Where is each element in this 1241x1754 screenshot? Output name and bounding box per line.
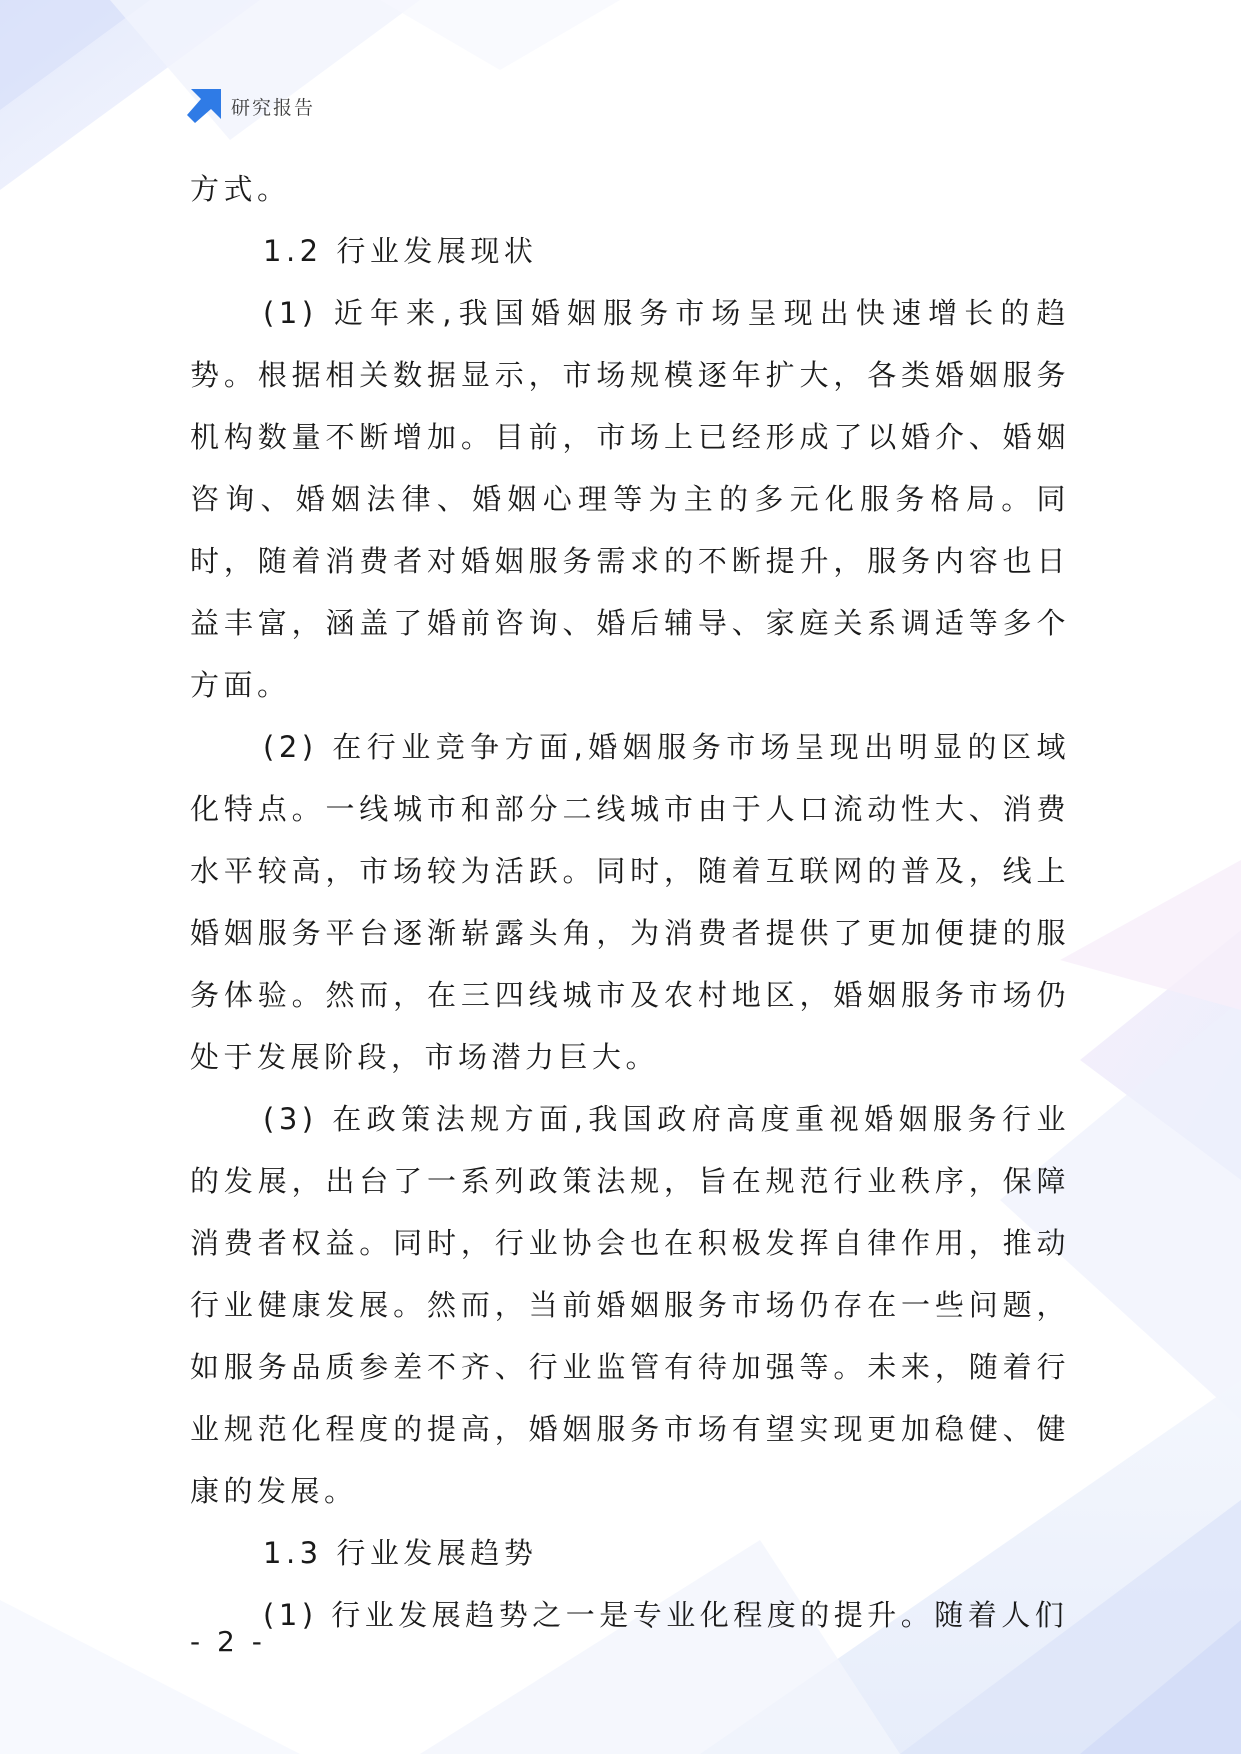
page-header (187, 88, 315, 124)
section-heading-1-2: 1.2 行业发展现状 (263, 234, 538, 268)
paragraph-4: (1) 行业发展趋势之一是专业化程度的提升。随着人们 (263, 1598, 1069, 1632)
section-heading-1-3: 1.3 行业发展趋势 (263, 1536, 538, 1570)
paragraph-2: (2) 在行业竞争方面,婚姻服务市场呈现出明显的区域化特点。一线城市和部分二线城市由于人口流动性大、消费水平较高，市场较为活跃。同时，随着互联网的普及，线上婚姻服务平台逐渐崭露头角，为消费者提供了更加便捷的服务体验。然而，在三四线城市及农村地区，婚姻服务市场仍处于发展阶段，市场潜力巨大。 (190, 730, 1070, 1074)
page-number: - 2 - (190, 1625, 266, 1658)
arrow-up-right-icon (187, 89, 221, 123)
paragraph-1: (1) 近年来,我国婚姻服务市场呈现出快速增长的趋势。根据相关数据显示，市场规模逐年扩大，各类婚姻服务机构数量不断增加。目前，市场上已经形成了以婚介、婚姻咨询、婚姻法律、婚姻心理等为主的多元化服务格局。同时，随着消费者对婚姻服务需求的不断提升，服务内容也日益丰富，涵盖了婚前咨询、婚后辅导、家庭关系调适等多个方面。 (190, 296, 1070, 702)
paragraph-continuation: 方式。 (190, 172, 291, 206)
document-body (190, 158, 1070, 1646)
header-title: 研究报告 (231, 96, 316, 119)
paragraph-3: (3) 在政策法规方面,我国政府高度重视婚姻服务行业的发展，出台了一系列政策法规，旨在规范行业秩序，保障消费者权益。同时，行业协会也在积极发挥自律作用，推动行业健康发展。然而，当前婚姻服务市场仍存在一些问题，如服务品质参差不齐、行业监管有待加强等。未来，随着行业规范化程度的提高，婚姻服务市场有望实现更加稳健、健康的发展。 (190, 1102, 1070, 1508)
